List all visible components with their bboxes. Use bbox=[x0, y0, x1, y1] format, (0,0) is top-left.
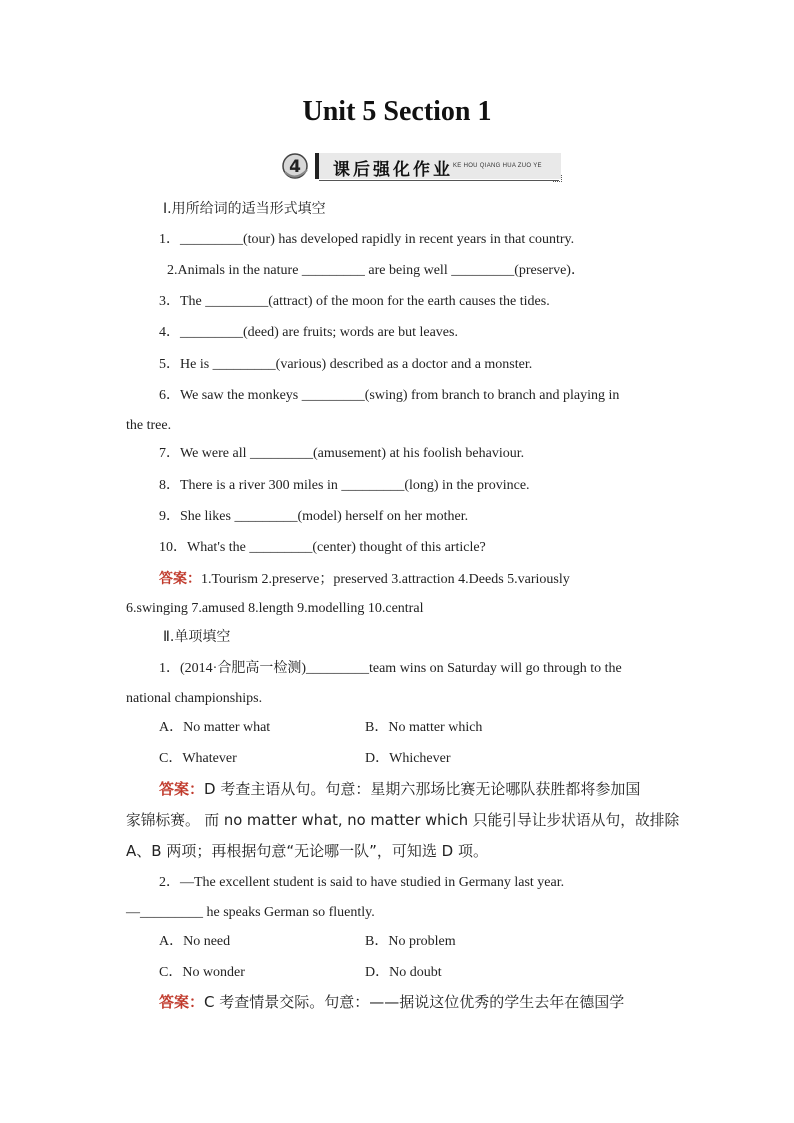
page-title: Unit 5 Section 1 bbox=[302, 96, 492, 127]
q2-option-d: D．No doubt bbox=[365, 965, 442, 980]
q1-answer-line2: 家锦标赛。 而 no matter what, no matter which 只能引导让步状语从句，故排除 bbox=[126, 811, 680, 829]
part1-line-6: 6．We saw the monkeys _________(swing) from branch to branch and playing in bbox=[159, 388, 620, 403]
part2-heading: Ⅱ.单项填空 bbox=[163, 629, 231, 645]
part1-line-4: 4．_________(deed) are fruits; words are but leaves. bbox=[159, 325, 458, 340]
part1-line-6b: the tree. bbox=[126, 418, 172, 433]
banner-pinyin: KE HOU QIANG HUA ZUO YE bbox=[453, 163, 542, 169]
q2-answer bbox=[159, 994, 624, 1010]
part1-line-8: 8．There is a river 300 miles in _________(long) in the province. bbox=[159, 478, 530, 493]
part2-q2-line2: —_________ he speaks German so fluently. bbox=[126, 905, 375, 920]
part2-q1-line1: 1．(2014·合肥高一检测)_________team wins on Saturday will go through to the bbox=[159, 661, 622, 676]
q1-option-b: B．No matter which bbox=[365, 720, 483, 735]
banner-corner bbox=[553, 175, 562, 182]
part2-q2-line1: 2．—The excellent student is said to have studied in Germany last year. bbox=[159, 875, 565, 890]
answer-label: 答案： bbox=[159, 993, 205, 1011]
banner-underline bbox=[319, 180, 559, 181]
part1-answer bbox=[159, 571, 570, 588]
part1-line-3: 3．The _________(attract) of the moon for the earth causes the tides. bbox=[159, 294, 550, 309]
q2-answer-line1: C 考查情景交际。句意：——据说这位优秀的学生去年在德国学 bbox=[204, 993, 625, 1011]
part1-answer-text: 1.Tourism 2.preserve；preserved 3.attraction 4.Deeds 5.variously bbox=[201, 572, 570, 587]
section-banner bbox=[281, 150, 563, 184]
q1-answer-line3: A、B 两项；再根据句意“无论哪一队”，可知选 D 项。 bbox=[126, 842, 488, 860]
part1-line-7: 7．We were all _________(amusement) at his foolish behaviour. bbox=[159, 446, 525, 461]
answer-label: 答案： bbox=[159, 780, 205, 798]
banner-title: 课后强化作业 bbox=[333, 160, 453, 180]
q2-option-a: A．No need bbox=[159, 934, 231, 949]
part1-line-2: 2.Animals in the nature _________ are being well _________(preserve)． bbox=[167, 263, 585, 278]
part2-q1-line2: national championships. bbox=[126, 691, 263, 706]
answer-label: 答案： bbox=[159, 571, 201, 587]
q1-option-d: D．Whichever bbox=[365, 751, 451, 766]
q1-option-a: A．No matter what bbox=[159, 720, 271, 735]
q1-answer-line1: D 考查主语从句。句意：星期六那场比赛无论哪队获胜都将参加国 bbox=[204, 780, 641, 798]
part1-line-1: 1．_________(tour) has developed rapidly in recent years in that country. bbox=[159, 232, 575, 247]
part1-heading: Ⅰ.用所给词的适当形式填空 bbox=[163, 201, 326, 217]
q2-option-c: C．No wonder bbox=[159, 965, 245, 980]
number-badge-icon bbox=[281, 152, 311, 180]
q1-answer bbox=[159, 781, 640, 797]
banner-bar bbox=[315, 153, 561, 179]
q2-option-b: B．No problem bbox=[365, 934, 456, 949]
part1-line-5: 5．He is _________(various) described as a doctor and a monster. bbox=[159, 357, 533, 372]
q1-option-c: C．Whatever bbox=[159, 751, 237, 766]
badge-number: 4 bbox=[289, 157, 301, 177]
part1-line-10: 10．What's the _________(center) thought of this article? bbox=[159, 540, 486, 555]
part1-line-9: 9．She likes _________(model) herself on her mother. bbox=[159, 509, 469, 524]
part1-answer-line2: 6.swinging 7.amused 8.length 9.modelling 10.central bbox=[126, 601, 424, 616]
